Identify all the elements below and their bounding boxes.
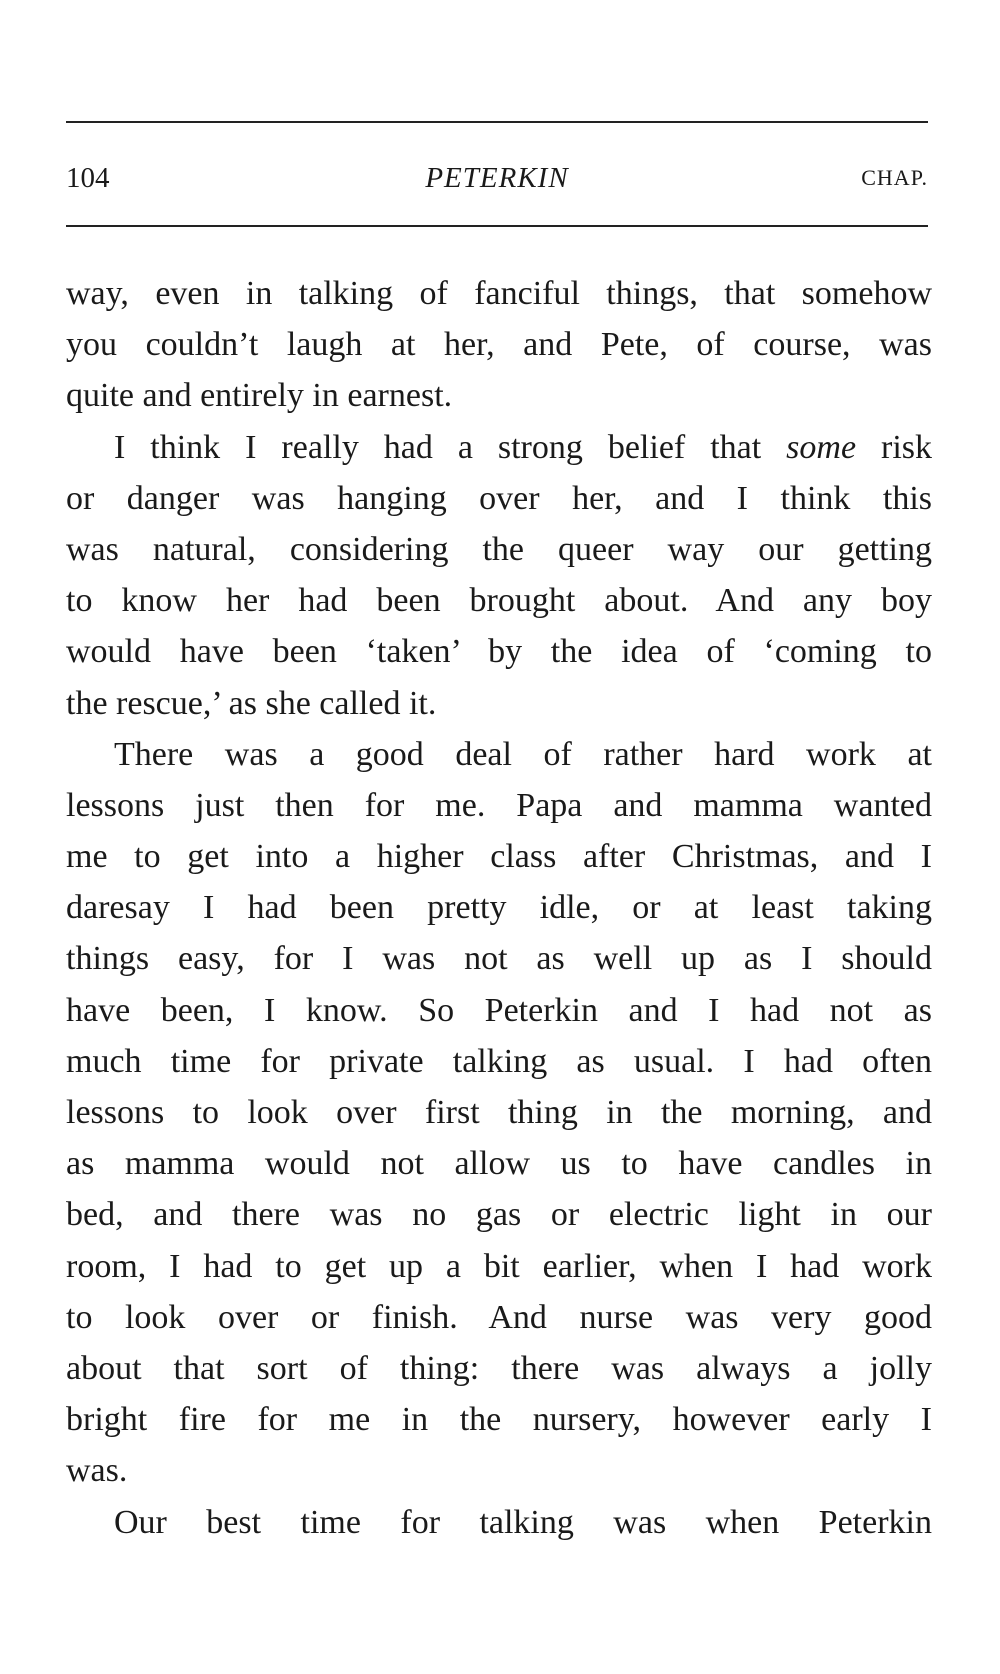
text-line: was.: [66, 1452, 128, 1490]
text-line: much time for private talking as usual. I had often: [66, 1042, 932, 1080]
text-line: you couldn’t laugh at her, and Pete, of course, was: [66, 326, 932, 364]
text-segment: risk: [881, 428, 933, 466]
text-line: as mamma would not allow us to have candles in: [66, 1145, 932, 1183]
text-line: daresay I had been pretty idle, or at least taking: [66, 889, 932, 927]
text-line: was natural, considering the queer way our getting: [66, 530, 932, 568]
page-number: 104: [66, 162, 110, 194]
text-line: bed, and there was no gas or electric light in our: [66, 1196, 932, 1234]
text-line: [66, 422, 932, 473]
text-line: to know her had been brought about. And any boy: [66, 582, 932, 620]
text-line: would have been ‘taken’ by the idea of ‘coming to: [66, 633, 932, 671]
text-line: have been, I know. So Peterkin and I had not as: [66, 991, 932, 1029]
chapter-label: CHAP.: [861, 165, 928, 190]
text-line: bright fire for me in the nursery, however early I: [66, 1401, 932, 1439]
text-line: room, I had to get up a bit earlier, when I had work: [66, 1247, 932, 1285]
text-line: lessons to look over first thing in the morning, and: [66, 1094, 932, 1131]
header-bottom-rule: [66, 225, 928, 227]
text-line: There was a good deal of rather hard work at: [114, 735, 932, 773]
text-line: things easy, for I was not as well up as I should: [66, 940, 932, 978]
text-line: the rescue,’ as she called it.: [66, 684, 437, 722]
text-line: me to get into a higher class after Christmas, and I: [66, 838, 932, 876]
header-top-rule: [66, 121, 928, 123]
running-head: [66, 158, 928, 198]
text-line: Our best time for talking was when Peterkin: [114, 1503, 932, 1541]
text-line: lessons just then for me. Papa and mamma wanted: [66, 786, 932, 824]
text-line: quite and entirely in earnest.: [66, 377, 453, 415]
text-line: about that sort of thing: there was always a jolly: [66, 1349, 932, 1387]
text-segment: I think I really had a strong belief that: [114, 428, 762, 466]
text-line: or danger was hanging over her, and I think this: [66, 479, 932, 517]
book-title: PETERKIN: [425, 162, 569, 194]
body-text: [66, 268, 932, 1548]
text-line: way, even in talking of fanciful things, that somehow: [66, 275, 932, 312]
text-line: to look over or finish. And nurse was very good: [66, 1298, 932, 1336]
emphasis-text: some: [786, 428, 857, 466]
